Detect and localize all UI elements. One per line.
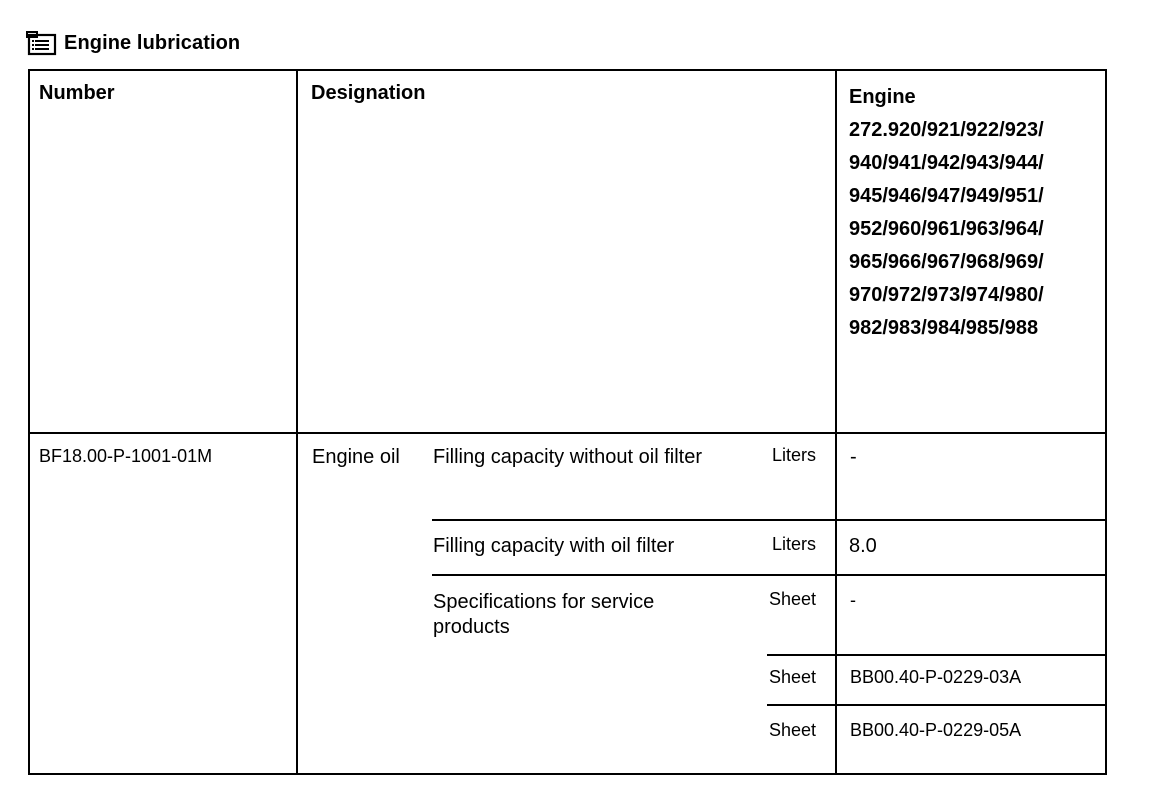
section-heading (26, 28, 240, 58)
engine-models-line: 970/972/973/974/980/ (849, 284, 1044, 306)
item-unit: Liters (772, 534, 817, 554)
column-divider-number (296, 69, 298, 775)
table-border-bottom (28, 773, 1107, 775)
row-divider-1 (432, 519, 1107, 521)
document-list-icon (26, 30, 58, 56)
item-unit: Liters (772, 445, 817, 465)
table-border-left (28, 69, 30, 775)
header-engine-label: Engine (849, 86, 916, 108)
table-border-top (28, 69, 1107, 71)
engine-models-line: 982/983/984/985/988 (849, 317, 1039, 339)
item-unit: Sheet (769, 667, 817, 687)
item-description: Filling capacity with oil filter (433, 535, 675, 557)
item-value: BB00.40-P-0229-03A (850, 667, 1022, 687)
item-description: Filling capacity without oil filter (433, 446, 702, 468)
row-divider-2 (432, 574, 1107, 576)
item-value: BB00.40-P-0229-05A (850, 720, 1022, 740)
section-title: Engine lubrication (64, 31, 241, 54)
header-number: Number (39, 82, 115, 104)
header-engine (849, 81, 1044, 345)
engine-models-line: 945/946/947/949/951/ (849, 185, 1044, 207)
engine-models-line: 952/960/961/963/964/ (849, 218, 1044, 240)
item-unit: Sheet (769, 720, 817, 740)
item-value: - (850, 446, 857, 468)
header-designation: Designation (311, 82, 426, 104)
item-description: Specifications for service products (433, 591, 655, 638)
document-number: BF18.00-P-1001-01M (39, 446, 213, 466)
row-divider-4 (767, 704, 1107, 706)
table-border-right (1105, 69, 1107, 775)
item-value: 8.0 (849, 535, 877, 557)
header-divider (28, 432, 1107, 434)
engine-models-line: 965/966/967/968/969/ (849, 251, 1044, 273)
designation-name: Engine oil (312, 446, 400, 468)
engine-models-line: 940/941/942/943/944/ (849, 152, 1044, 174)
item-value: - (850, 590, 856, 610)
engine-models-line: 272.920/921/922/923/ (849, 119, 1044, 141)
column-divider-engine (835, 69, 837, 775)
item-unit: Sheet (769, 589, 817, 609)
row-divider-3 (767, 654, 1107, 656)
